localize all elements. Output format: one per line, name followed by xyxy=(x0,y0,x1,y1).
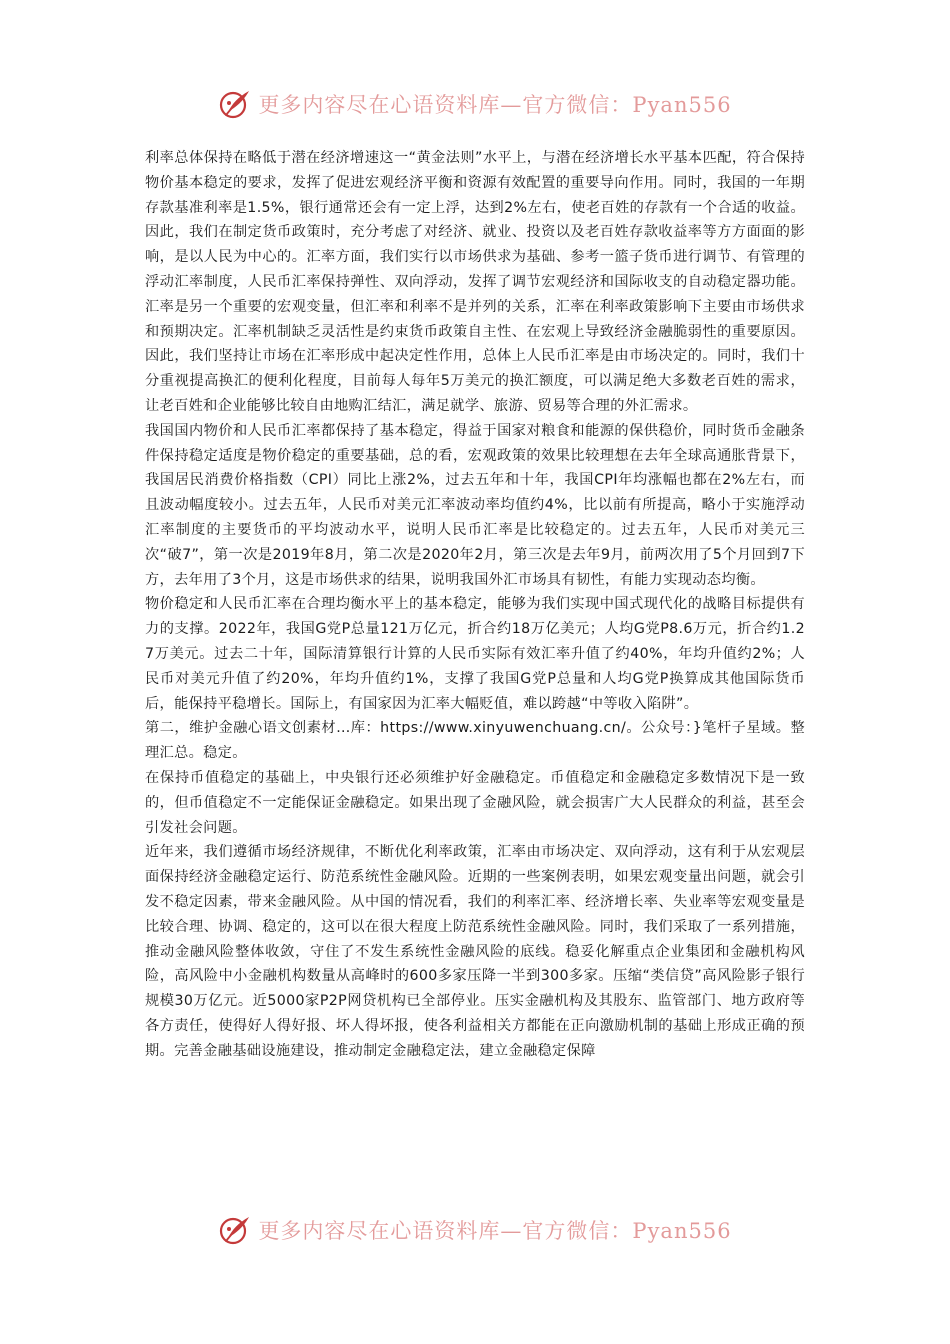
banner-text: 更多内容尽在心语资料库—官方微信：Pyan556 xyxy=(258,93,732,117)
paragraph: 第二，维护金融心语文创素材…库：https://www.xinyuwenchuang.cn/。公众号：}笔杆子星域。整理汇总。稳定。 xyxy=(145,720,805,762)
header-banner xyxy=(0,84,950,124)
paragraph: 利率总体保持在略低于潜在经济增速这一“黄金法则”水平上，与潜在经济增长水平基本匹配，符合保持物价基本稳定的要求，发挥了促进宏观经济平衡和资源有效配置的重要导向作用。同时，我国的一年期存款基准利率是1.5%，银行通常还会有一定上浮，达到2%左右，使老百姓的存款有一个合适的收益。因此，我们在制定货币政策时，充分考虑了对经济、就业、投资以及老百姓存款收益率等方方面面的影响，是以人民为中心的。汇率方面，我们实行以市场供求为基础、参考一篮子货币进行调节、有管理的浮动汇率制度，人民币汇率保持弹性、双向浮动，发挥了调节宏观经济和国际收支的自动稳定器功能。汇率是另一个重要的宏观变量，但汇率和利率不是并列的关系，汇率在利率政策影响下主要由市场供求和预期决定。汇率机制缺乏灵活性是约束货币政策自主性、在宏观上导致经济金融脆弱性的重要原因。因此，我们坚持让市场在汇率形成中起决定性作用，总体上人民币汇率是由市场决定的。同时，我们十分重视提高换汇的便利化程度，目前每人每年5万美元的换汇额度，可以满足绝大多数老百姓的需求，让老百姓和企业能够比较自由地购汇结汇，满足就学、旅游、贸易等合理的外汇需求。 xyxy=(145,150,805,414)
document-body xyxy=(145,146,805,1063)
paragraph: 我国国内物价和人民币汇率都保持了基本稳定，得益于国家对粮食和能源的保供稳价，同时货币金融条件保持稳定适度是物价稳定的重要基础，总的看，宏观政策的效果比较理想在去年全球高通胀背景下，我国居民消费价格指数（CPI）同比上涨2%，过去五年和十年，我国CPI年均涨幅也都在2%左右，而且波动幅度较小。过去五年，人民币对美元汇率波动率均值约4%，比以前有所提高，略小于实施浮动汇率制度的主要货币的平均波动水平，说明人民币汇率是比较稳定的。过去五年，人民币对美元三次“破7”，第一次是2019年8月，第二次是2020年2月，第三次是去年9月，前两次用了5个月回到7下方，去年用了3个月，这是市场供求的结果，说明我国外汇市场具有韧性，有能力实现动态均衡。 xyxy=(145,422,805,588)
quill-circle-icon xyxy=(218,1213,252,1247)
footer-banner xyxy=(0,1210,950,1250)
quill-circle-icon xyxy=(218,87,252,121)
paragraph: 近年来，我们遵循市场经济规律，不断优化利率政策，汇率由市场决定、双向浮动，这有利于从宏观层面保持经济金融稳定运行、防范系统性金融风险。近期的一些案例表明，如果宏观变量出问题，就会引发不稳定因素，带来金融风险。从中国的情况看，我们的利率汇率、经济增长率、失业率等宏观变量是比较合理、协调、稳定的，这可以在很大程度上防范系统性金融风险。同时，我们采取了一系列措施，推动金融风险整体收敛，守住了不发生系统性金融风险的底线。稳妥化解重点企业集团和金融机构风险，高风险中小金融机构数量从高峰时的600多家压降一半到300多家。压缩“类信贷”高风险影子银行规模30万亿元。近5000家P2P网贷机构已全部停业。压实金融机构及其股东、监管部门、地方政府等各方责任，使得好人得好报、坏人得坏报，使各利益相关方都能在正向激励机制的基础上形成正确的预期。完善金融基础设施建设，推动制定金融稳定法，建立金融稳定保障 xyxy=(145,844,805,1059)
paragraph: 物价稳定和人民币汇率在合理均衡水平上的基本稳定，能够为我们实现中国式现代化的战略目标提供有力的支撑。2022年，我国G党P总量121万亿元，折合约18万亿美元；人均G党P8.6万元，折合约1.27万美元。过去二十年，国际清算银行计算的人民币实际有效汇率升值了约40%，年均升值约2%；人民币对美元升值了约20%，年均升值约1%，支撑了我国G党P总量和人均G党P换算成其他国际货币后，能保持平稳增长。国际上，有国家因为汇率大幅贬值，难以跨越“中等收入陷阱”。 xyxy=(145,596,805,712)
paragraph: 在保持币值稳定的基础上，中央银行还必须维护好金融稳定。币值稳定和金融稳定多数情况下是一致的，但币值稳定不一定能保证金融稳定。如果出现了金融风险，就会损害广大人民群众的利益，甚至会引发社会问题。 xyxy=(145,769,805,836)
banner-text: 更多内容尽在心语资料库—官方微信：Pyan556 xyxy=(258,1219,732,1243)
